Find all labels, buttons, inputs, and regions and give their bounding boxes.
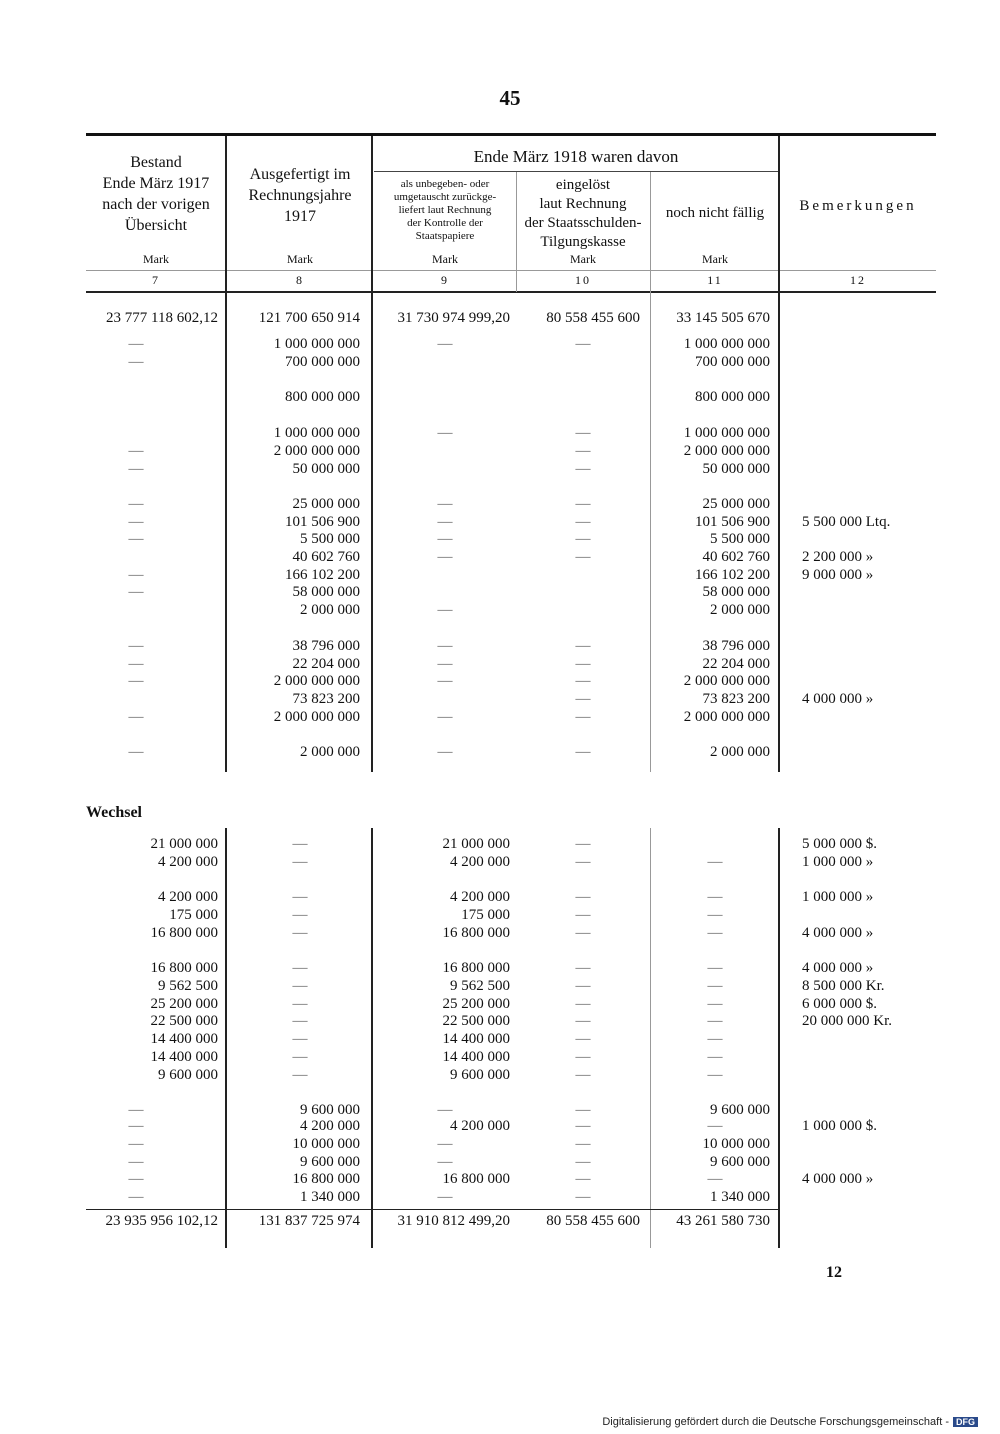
table-row-wechsel-14-cell-1: 10 000 000 [292, 1136, 360, 1152]
group-underline [374, 171, 778, 172]
table-row-top-3-cell-4: 800 000 000 [695, 389, 770, 405]
table-row-top-13-cell-2: — [437, 602, 453, 618]
table-row-wechsel-0-cell-5: 5 000 000 $. [802, 836, 877, 852]
table-row-top-16-cell-1: 2 000 000 000 [273, 673, 360, 689]
table-row-top-7-cell-3: — [575, 496, 591, 512]
header-col10: eingelöst laut Rechnung der Staatsschulden- Tilgungskasse [524, 177, 642, 250]
table-row-wechsel-2-cell-2: 4 200 000 [450, 889, 510, 905]
table-row-top-5-cell-0: — [128, 443, 144, 459]
table-row-top-6-cell-4: 50 000 000 [702, 461, 770, 477]
table-row-top-15-cell-0: — [128, 656, 144, 672]
top-rule [86, 133, 936, 136]
table-row-wechsel-15-cell-2: — [437, 1154, 453, 1170]
table-row-top-1-cell-2: — [437, 336, 453, 352]
table-row-top-12-cell-4: 58 000 000 [702, 584, 770, 600]
table-row-wechsel-1-cell-0: 4 200 000 [158, 854, 218, 870]
unit-col7: Mark [143, 252, 169, 266]
table-row-top-7-cell-1: 25 000 000 [292, 496, 360, 512]
table-row-wechsel-4-cell-2: 16 800 000 [442, 925, 510, 941]
table-row-wechsel-6-cell-0: 9 562 500 [158, 978, 218, 994]
table-row-top-7-cell-4: 25 000 000 [702, 496, 770, 512]
totals-cell-2: 31 910 812 499,20 [397, 1213, 510, 1229]
table-row-top-5-cell-3: — [575, 443, 591, 459]
table-row-wechsel-12-cell-2: — [437, 1102, 453, 1118]
header-col7: Bestand Ende März 1917 nach der vorigen Übersicht [102, 154, 210, 234]
table-row-top-8-cell-0: — [128, 514, 144, 530]
bottom-number: 12 [826, 1264, 842, 1281]
table-row-top-2-cell-1: 700 000 000 [285, 354, 360, 370]
table-row-wechsel-17-cell-2: — [437, 1189, 453, 1205]
table-row-top-10-cell-5: 2 200 000 » [802, 549, 874, 565]
table-row-wechsel-15-cell-1: 9 600 000 [300, 1154, 360, 1170]
table-row-wechsel-12-cell-4: 9 600 000 [710, 1102, 770, 1118]
table-row-wechsel-5-cell-5: 4 000 000 » [802, 960, 874, 976]
table-row-top-6-cell-0: — [128, 461, 144, 477]
table-row-wechsel-9-cell-1: — [292, 1031, 308, 1047]
footer [602, 1416, 978, 1428]
table-row-wechsel-6-cell-1: — [292, 978, 308, 994]
table-row-top-5-cell-4: 2 000 000 000 [683, 443, 770, 459]
table-row-top-11-cell-5: 9 000 000 » [802, 567, 874, 583]
table-row-top-14-cell-1: 38 796 000 [292, 638, 360, 654]
footer-text: Digitalisierung gefördert durch die Deutsche Forschungsgemeinschaft - [602, 1416, 949, 1428]
table-row-wechsel-11-cell-0: 9 600 000 [158, 1067, 218, 1083]
table-row-top-9-cell-0: — [128, 531, 144, 547]
table-row-wechsel-7-cell-1: — [292, 996, 308, 1012]
table-row-wechsel-15-cell-3: — [575, 1154, 591, 1170]
unit-rule [86, 270, 936, 271]
table-row-wechsel-17-cell-4: 1 340 000 [710, 1189, 770, 1205]
table-row-top-13-cell-1: 2 000 000 [300, 602, 360, 618]
table-row-wechsel-5-cell-4: — [707, 960, 723, 976]
table-row-wechsel-9-cell-3: — [575, 1031, 591, 1047]
table-row-wechsel-2-cell-5: 1 000 000 » [802, 889, 874, 905]
table-row-wechsel-5-cell-2: 16 800 000 [442, 960, 510, 976]
table-row-wechsel-14-cell-0: — [128, 1136, 144, 1152]
table-row-wechsel-16-cell-3: — [575, 1171, 591, 1187]
table-row-wechsel-12-cell-0: — [128, 1102, 144, 1118]
table-row-wechsel-2-cell-4: — [707, 889, 723, 905]
table-row-wechsel-13-cell-5: 1 000 000 $. [802, 1118, 877, 1134]
table-row-wechsel-3-cell-2: 175 000 [461, 907, 510, 923]
table-row-top-9-cell-1: 5 500 000 [300, 531, 360, 547]
table-row-wechsel-13-cell-1: 4 200 000 [300, 1118, 360, 1134]
vline-col11-12 [778, 136, 780, 772]
table-row-wechsel-0-cell-3: — [575, 836, 591, 852]
table-row-wechsel-16-cell-5: 4 000 000 » [802, 1171, 874, 1187]
table-row-top-3-cell-1: 800 000 000 [285, 389, 360, 405]
table-row-wechsel-1-cell-3: — [575, 854, 591, 870]
table-row-wechsel-17-cell-1: 1 340 000 [300, 1189, 360, 1205]
table-row-top-0-cell-3: 80 558 455 600 [546, 310, 640, 326]
table-row-top-7-cell-2: — [437, 496, 453, 512]
table-row-wechsel-6-cell-4: — [707, 978, 723, 994]
vline-col9-10 [516, 172, 517, 292]
table-row-wechsel-6-cell-2: 9 562 500 [450, 978, 510, 994]
colnum-10: 10 [575, 273, 591, 287]
table-row-top-1-cell-1: 1 000 000 000 [273, 336, 360, 352]
table-row-top-8-cell-4: 101 506 900 [695, 514, 770, 530]
table-row-top-15-cell-1: 22 204 000 [292, 656, 360, 672]
table-row-top-18-cell-2: — [437, 709, 453, 725]
table-row-top-0-cell-4: 33 145 505 670 [676, 310, 770, 326]
totals-cell-0: 23 935 956 102,12 [105, 1213, 218, 1229]
header-col11: noch nicht fällig [665, 205, 765, 221]
table-row-top-19-cell-0: — [128, 744, 144, 760]
table-row-top-8-cell-1: 101 506 900 [285, 514, 360, 530]
table-row-top-0-cell-0: 23 777 118 602,12 [106, 310, 218, 326]
table-row-wechsel-15-cell-0: — [128, 1154, 144, 1170]
table-row-wechsel-9-cell-4: — [707, 1031, 723, 1047]
table-row-top-9-cell-4: 5 500 000 [710, 531, 770, 547]
table-row-top-12-cell-0: — [128, 584, 144, 600]
table-row-wechsel-16-cell-1: 16 800 000 [292, 1171, 360, 1187]
table-row-wechsel-3-cell-0: 175 000 [169, 907, 218, 923]
table-row-wechsel-3-cell-3: — [575, 907, 591, 923]
table-row-top-2-cell-0: — [128, 354, 144, 370]
table-row-wechsel-8-cell-2: 22 500 000 [442, 1013, 510, 1029]
table-row-wechsel-2-cell-3: — [575, 889, 591, 905]
table-row-top-15-cell-3: — [575, 656, 591, 672]
table-row-wechsel-8-cell-1: — [292, 1013, 308, 1029]
totals-cell-4: 43 261 580 730 [676, 1213, 770, 1229]
table-row-wechsel-7-cell-3: — [575, 996, 591, 1012]
colnum-11: 11 [707, 273, 723, 287]
table-row-top-11-cell-0: — [128, 567, 144, 583]
table-row-top-10-cell-4: 40 602 760 [702, 549, 770, 565]
table-row-wechsel-10-cell-3: — [575, 1049, 591, 1065]
unit-col9: Mark [432, 252, 458, 266]
table-row-top-0-cell-2: 31 730 974 999,20 [397, 310, 510, 326]
colnum-7: 7 [152, 273, 160, 287]
unit-col8: Mark [287, 252, 313, 266]
table-row-wechsel-1-cell-5: 1 000 000 » [802, 854, 874, 870]
vline-col8-9 [371, 136, 373, 772]
table-row-wechsel-14-cell-4: 10 000 000 [702, 1136, 770, 1152]
table-row-wechsel-7-cell-0: 25 200 000 [150, 996, 218, 1012]
table-row-wechsel-4-cell-1: — [292, 925, 308, 941]
table-row-top-14-cell-3: — [575, 638, 591, 654]
table-row-top-19-cell-2: — [437, 744, 453, 760]
table-row-top-18-cell-4: 2 000 000 000 [683, 709, 770, 725]
table-row-top-6-cell-3: — [575, 461, 591, 477]
table-row-wechsel-3-cell-4: — [707, 907, 723, 923]
table-row-wechsel-1-cell-4: — [707, 854, 723, 870]
table-row-wechsel-14-cell-2: — [437, 1136, 453, 1152]
vline-col7-8 [225, 136, 227, 772]
header-col12: Bemerkungen [799, 198, 917, 214]
header-group-label: Ende März 1918 waren davon [473, 147, 679, 166]
vline-lower-col10-11 [650, 828, 651, 1248]
table-row-top-13-cell-4: 2 000 000 [710, 602, 770, 618]
unit-col10: Mark [570, 252, 596, 266]
table-row-wechsel-13-cell-0: — [128, 1118, 144, 1134]
table-row-wechsel-11-cell-2: 9 600 000 [450, 1067, 510, 1083]
table-row-wechsel-16-cell-2: 16 800 000 [442, 1171, 510, 1187]
table-row-wechsel-5-cell-1: — [292, 960, 308, 976]
table-row-top-18-cell-1: 2 000 000 000 [273, 709, 360, 725]
table-row-wechsel-9-cell-0: 14 400 000 [150, 1031, 218, 1047]
table-row-top-17-cell-4: 73 823 200 [702, 691, 770, 707]
table-row-top-19-cell-1: 2 000 000 [300, 744, 360, 760]
table-row-wechsel-7-cell-2: 25 200 000 [442, 996, 510, 1012]
table-row-top-1-cell-3: — [575, 336, 591, 352]
table-row-wechsel-2-cell-1: — [292, 889, 308, 905]
table-row-top-10-cell-2: — [437, 549, 453, 565]
table-row-wechsel-0-cell-1: — [292, 836, 308, 852]
table-row-top-10-cell-1: 40 602 760 [292, 549, 360, 565]
table-row-wechsel-7-cell-4: — [707, 996, 723, 1012]
table-row-top-12-cell-1: 58 000 000 [292, 584, 360, 600]
table-row-wechsel-17-cell-0: — [128, 1189, 144, 1205]
table-row-wechsel-11-cell-1: — [292, 1067, 308, 1083]
table-row-wechsel-8-cell-5: 20 000 000 Kr. [802, 1013, 892, 1029]
header-col9: als unbegeben- oder umgetauscht zurückge- liefert laut Rechnung der Kontrolle der Staatspapiere [393, 178, 497, 242]
table-row-top-2-cell-4: 700 000 000 [695, 354, 770, 370]
table-row-wechsel-12-cell-1: 9 600 000 [300, 1102, 360, 1118]
table-row-wechsel-15-cell-4: 9 600 000 [710, 1154, 770, 1170]
table-row-top-14-cell-2: — [437, 638, 453, 654]
table-row-top-4-cell-3: — [575, 425, 591, 441]
table-row-wechsel-8-cell-0: 22 500 000 [150, 1013, 218, 1029]
table-row-wechsel-8-cell-4: — [707, 1013, 723, 1029]
table-row-top-8-cell-3: — [575, 514, 591, 530]
table-row-wechsel-14-cell-3: — [575, 1136, 591, 1152]
table-row-wechsel-4-cell-0: 16 800 000 [150, 925, 218, 941]
table-row-top-4-cell-1: 1 000 000 000 [273, 425, 360, 441]
table-row-top-16-cell-4: 2 000 000 000 [683, 673, 770, 689]
table-row-top-0-cell-1: 121 700 650 914 [258, 310, 360, 326]
vline-lower-col7-8 [225, 828, 227, 1248]
table-row-wechsel-10-cell-1: — [292, 1049, 308, 1065]
vline-col10-11 [650, 172, 651, 772]
table-row-wechsel-16-cell-4: — [707, 1171, 723, 1187]
colnum-8: 8 [296, 273, 304, 287]
colnum-12: 12 [850, 273, 866, 287]
totals-cell-3: 80 558 455 600 [546, 1213, 640, 1229]
table-row-top-17-cell-5: 4 000 000 » [802, 691, 874, 707]
table-row-top-4-cell-4: 1 000 000 000 [683, 425, 770, 441]
table-row-top-15-cell-4: 22 204 000 [702, 656, 770, 672]
table-row-wechsel-9-cell-2: 14 400 000 [442, 1031, 510, 1047]
table-row-wechsel-1-cell-1: — [292, 854, 308, 870]
table-row-wechsel-0-cell-2: 21 000 000 [442, 836, 510, 852]
table-row-top-9-cell-3: — [575, 531, 591, 547]
table-row-wechsel-4-cell-3: — [575, 925, 591, 941]
table-row-top-7-cell-0: — [128, 496, 144, 512]
table-row-top-11-cell-4: 166 102 200 [695, 567, 770, 583]
table-row-top-8-cell-5: 5 500 000 Ltq. [802, 514, 891, 530]
table-row-wechsel-2-cell-0: 4 200 000 [158, 889, 218, 905]
table-row-wechsel-16-cell-0: — [128, 1171, 144, 1187]
table-row-wechsel-1-cell-2: 4 200 000 [450, 854, 510, 870]
page-number: 45 [499, 86, 521, 110]
table-row-wechsel-4-cell-5: 4 000 000 » [802, 925, 874, 941]
table-row-top-1-cell-0: — [128, 336, 144, 352]
table-row-top-6-cell-1: 50 000 000 [292, 461, 360, 477]
totals-cell-1: 131 837 725 974 [258, 1213, 360, 1229]
table-row-top-15-cell-2: — [437, 656, 453, 672]
table-row-top-19-cell-4: 2 000 000 [710, 744, 770, 760]
table-row-top-17-cell-1: 73 823 200 [292, 691, 360, 707]
table-row-wechsel-17-cell-3: — [575, 1189, 591, 1205]
table-row-top-4-cell-2: — [437, 425, 453, 441]
table-row-top-5-cell-1: 2 000 000 000 [273, 443, 360, 459]
table-row-wechsel-7-cell-5: 6 000 000 $. [802, 996, 877, 1012]
dfg-logo: DFG [953, 1417, 978, 1427]
table-row-top-8-cell-2: — [437, 514, 453, 530]
table-row-top-16-cell-0: — [128, 673, 144, 689]
table-row-wechsel-10-cell-2: 14 400 000 [442, 1049, 510, 1065]
table-row-wechsel-4-cell-4: — [707, 925, 723, 941]
vline-lower-col11-12 [778, 828, 780, 1248]
table-row-wechsel-12-cell-3: — [575, 1102, 591, 1118]
table-row-top-16-cell-2: — [437, 673, 453, 689]
table-row-top-14-cell-0: — [128, 638, 144, 654]
table-row-wechsel-13-cell-3: — [575, 1118, 591, 1134]
table-row-wechsel-11-cell-3: — [575, 1067, 591, 1083]
table-row-wechsel-10-cell-0: 14 400 000 [150, 1049, 218, 1065]
table-row-wechsel-11-cell-4: — [707, 1067, 723, 1083]
header-bottom-rule [86, 291, 936, 293]
table-row-wechsel-8-cell-3: — [575, 1013, 591, 1029]
totals-rule [86, 1209, 778, 1210]
table-row-wechsel-5-cell-0: 16 800 000 [150, 960, 218, 976]
table-row-wechsel-10-cell-4: — [707, 1049, 723, 1065]
header-col8: Ausgefertigt im Rechnungsjahre 1917 [248, 166, 352, 225]
table-row-top-14-cell-4: 38 796 000 [702, 638, 770, 654]
table-row-wechsel-13-cell-2: 4 200 000 [450, 1118, 510, 1134]
table-row-top-18-cell-0: — [128, 709, 144, 725]
table-row-top-1-cell-4: 1 000 000 000 [683, 336, 770, 352]
table-row-top-11-cell-1: 166 102 200 [285, 567, 360, 583]
table-row-top-16-cell-3: — [575, 673, 591, 689]
table-row-wechsel-6-cell-5: 8 500 000 Kr. [802, 978, 885, 994]
unit-col11: Mark [702, 252, 728, 266]
table-row-top-18-cell-3: — [575, 709, 591, 725]
table-row-wechsel-13-cell-4: — [707, 1118, 723, 1134]
table-row-wechsel-0-cell-0: 21 000 000 [150, 836, 218, 852]
table-row-top-9-cell-2: — [437, 531, 453, 547]
colnum-9: 9 [441, 273, 449, 287]
table-row-wechsel-6-cell-3: — [575, 978, 591, 994]
table-row-wechsel-5-cell-3: — [575, 960, 591, 976]
table-row-top-19-cell-3: — [575, 744, 591, 760]
table-row-top-17-cell-3: — [575, 691, 591, 707]
table-row-top-10-cell-3: — [575, 549, 591, 565]
table-row-wechsel-3-cell-1: — [292, 907, 308, 923]
section-label-wechsel: Wechsel [86, 804, 142, 821]
